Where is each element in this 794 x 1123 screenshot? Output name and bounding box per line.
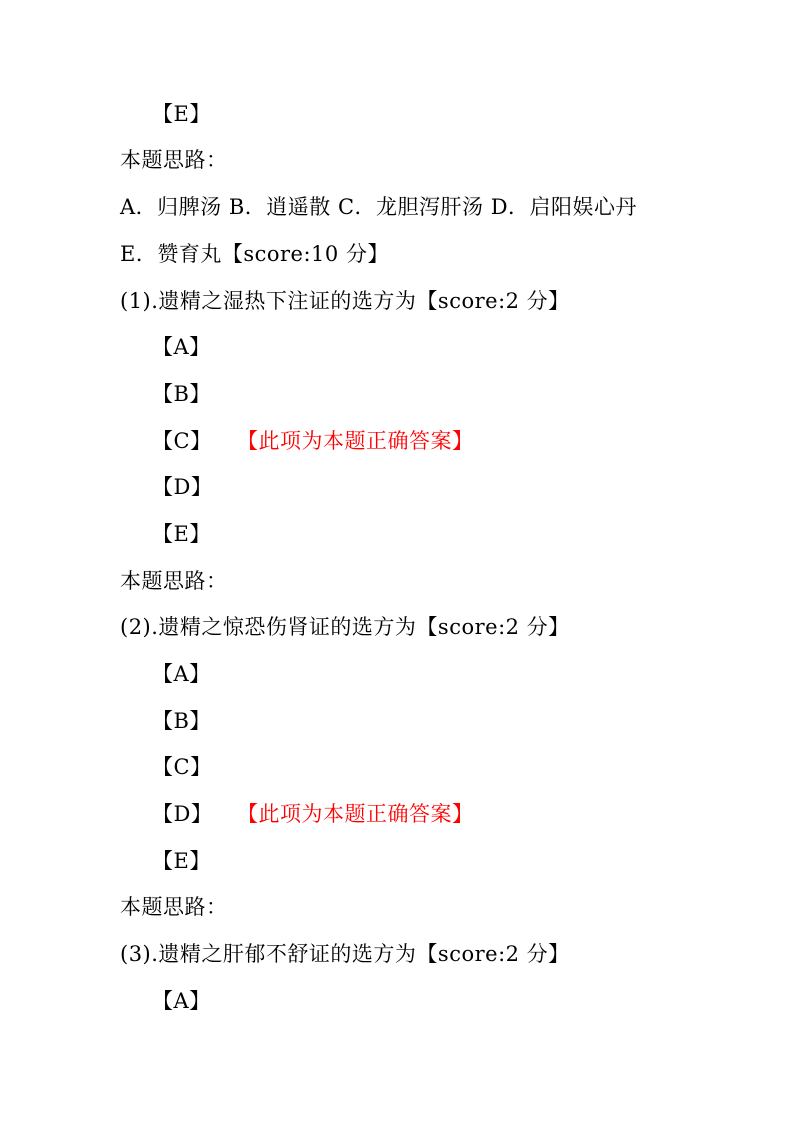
question-1: (1).遗精之湿热下注证的选方为【score:2 分】 xyxy=(120,289,570,313)
q1-option-c: 【C】 xyxy=(152,429,212,453)
q1-correct-answer-mark: 【此项为本题正确答案】 xyxy=(237,429,474,453)
q2-option-e: 【E】 xyxy=(152,849,211,873)
q2-explanation-label: 本题思路： xyxy=(120,895,228,919)
q2-option-c: 【C】 xyxy=(152,755,212,779)
explanation-label: 本题思路： xyxy=(120,148,228,172)
question-2: (2).遗精之惊恐伤肾证的选方为【score:2 分】 xyxy=(120,615,570,639)
q2-correct-answer-mark: 【此项为本题正确答案】 xyxy=(237,802,474,826)
q1-explanation-label: 本题思路： xyxy=(120,569,228,593)
q3-option-a: 【A】 xyxy=(152,989,211,1013)
q1-option-d: 【D】 xyxy=(152,475,213,499)
q1-option-b: 【B】 xyxy=(152,382,211,406)
q2-option-d: 【D】 xyxy=(152,802,213,826)
options-list-line-2: E．赞育丸【score:10 分】 xyxy=(120,242,389,266)
options-list-line-1: A．归脾汤 B．逍遥散 C．龙胆泻肝汤 D．启阳娱心丹 xyxy=(120,195,638,219)
question-3: (3).遗精之肝郁不舒证的选方为【score:2 分】 xyxy=(120,942,570,966)
q1-option-e: 【E】 xyxy=(152,522,211,546)
option-e: 【E】 xyxy=(152,102,211,126)
q1-option-a: 【A】 xyxy=(152,335,211,359)
q2-option-b: 【B】 xyxy=(152,709,211,733)
q2-option-a: 【A】 xyxy=(152,662,211,686)
